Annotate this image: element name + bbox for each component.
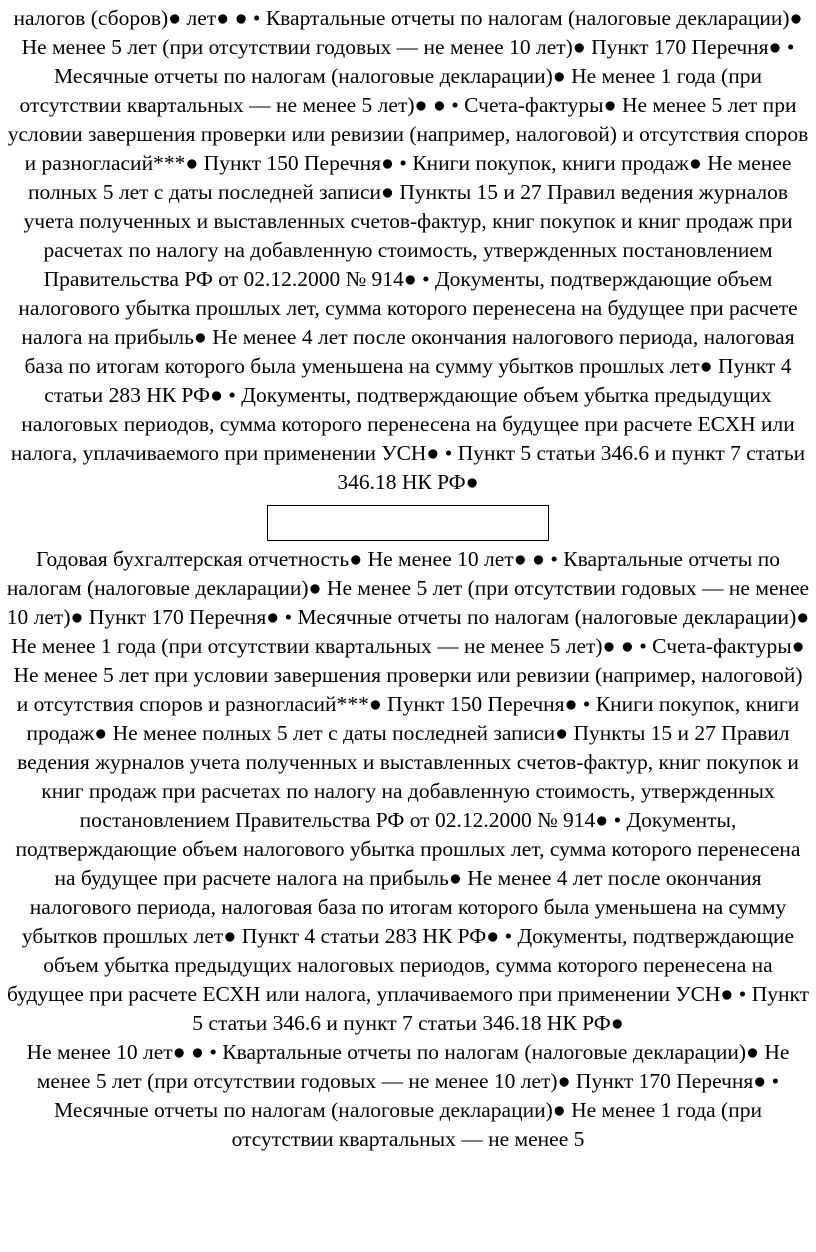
empty-table-cell: [267, 505, 549, 541]
paragraph-retention-continued: Не менее 10 лет● ● • Квартальные отчеты по налогам (налоговые декларации)● Не менее 5 лет (при отсутствии годовых — не менее 10 лет)● Пункт 170 Перечня● • Месячные отчеты по налогам (налоговые декларации)● Не менее 1 года (при отсутствии квартальных — не менее 5: [26, 1040, 790, 1151]
paragraph-annual-reporting: Годовая бухгалтерская отчетность● Не менее 10 лет● ● • Квартальные отчеты по налогам (налоговые декларации)● Не менее 5 лет (при отсутствии годовых — не менее 10 лет)● Пункт 170 Перечня● • Месячные отчеты по налогам (налоговые декларации)● Не менее 1 года (при отсутствии квартальных — не менее 5 лет)● ● • Счета-фактуры● Не менее 5 лет при условии завершения проверки или ревизии (например, налоговой) и отсутствия споров и разногласий***● Пункт 150 Перечня● • Книги покупок, книги продаж● Не менее полных 5 лет с даты последней записи● Пункты 15 и 27 Правил ведения журналов учета полученных и выставленных счетов-фактур, книг покупок и книг продаж при расчетах по налогу на добавленную стоимость, утвержденных постановлением Правительства РФ от 02.12.2000 № 914● • Документы, подтверждающие объем налогового убытка прошлых лет, сумма которого перенесена на будущее при расчете налога на прибыль● Не менее 4 лет после окончания налогового периода, налоговая база по итогам которого была уменьшена на сумму убытков прошлых лет● Пункт 4 статьи 283 НК РФ● • Документы, подтверждающие объем убытка предыдущих налоговых периодов, сумма которого перенесена на будущее при расчете ЕСХН или налога, уплачиваемого при применении УСН● • Пункт 5 статьи 346.6 и пункт 7 статьи 346.18 НК РФ●: [6, 547, 810, 1035]
paragraph-retention-list: налогов (сборов)● лет● ● • Квартальные отчеты по налогам (налоговые декларации)● Не менее 5 лет (при отсутствии годовых — не менее 10 лет)● Пункт 170 Перечня● • Месячные отчеты по налогам (налоговые декларации)● Не менее 1 года (при отсутствии квартальных — не менее 5 лет)● ● • Счета-фактуры● Не менее 5 лет при условии завершения проверки или ревизии (например, налоговой) и отсутствия споров и разногласий***● Пункт 150 Перечня● • Книги покупок, книги продаж● Не менее полных 5 лет с даты последней записи● Пункты 15 и 27 Правил ведения журналов учета полученных и выставленных счетов-фактур, книг покупок и книг продаж при расчетах по налогу на добавленную стоимость, утвержденных постановлением Правительства РФ от 02.12.2000 № 914● • Документы, подтверждающие объем налогового убытка прошлых лет, сумма которого перенесена на будущее при расчете налога на прибыль● Не менее 4 лет после окончания налогового периода, налоговая база по итогам которого была уменьшена на сумму убытков прошлых лет● Пункт 4 статьи 283 НК РФ● • Документы, подтверждающие объем убытка предыдущих налоговых периодов, сумма которого перенесена на будущее при расчете ЕСХН или налога, уплачиваемого при применении УСН● • Пункт 5 статьи 346.6 и пункт 7 статьи 346.18 НК РФ●: [7, 6, 809, 494]
